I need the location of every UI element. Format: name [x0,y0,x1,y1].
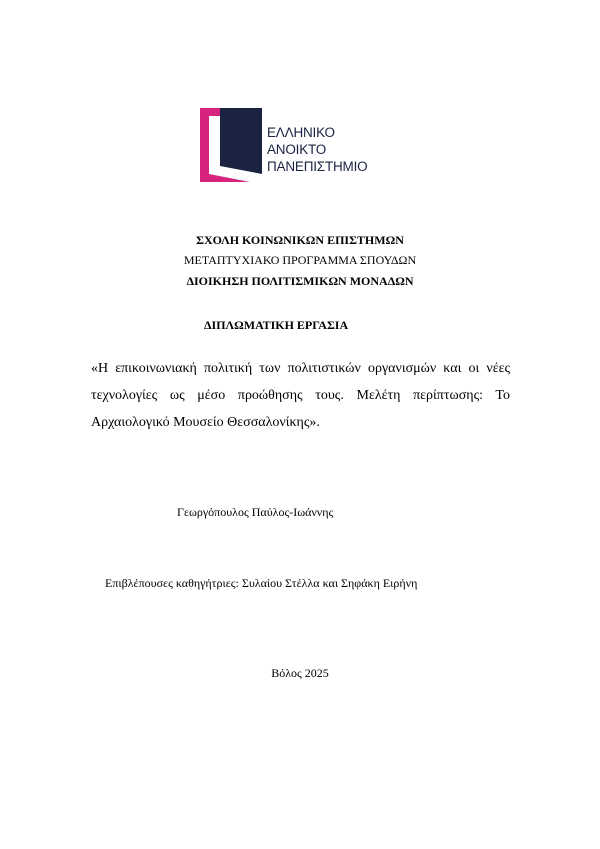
program-name: ΜΕΤΑΠΤΥΧΙΑΚΟ ΠΡΟΓΡΑΜΜΑ ΣΠΟΥΔΩΝ [183,253,417,267]
thesis-title: «Η επικοινωνιακή πολιτική των πολιτιστικών οργανισμών και οι νέες τεχνολογίες ως μέσο προώθησης τους. Μελέτη περίπτωσης: Το Αρχαιολογικό Μουσείο Θεσσαλονίκης». [91,361,510,430]
document-type: ΔΙΠΛΩΜΑΤΙΚΗ ΕΡΓΑΣΙΑ [204,318,349,332]
specialization-name: ΔΙΟΙΚΗΣΗ ΠΟΛΙΤΙΣΜΙΚΩΝ ΜΟΝΑΔΩΝ [186,274,414,288]
supervisors: Επιβλέπουσες καθηγήτριες: Συλαίου Στέλλα και Σηφάκη Ειρήνη [105,576,418,590]
logo-line-2: ΑΝΟΙΚΤΟ [267,142,327,157]
logo-line-3: ΠΑΝΕΠΙΣΤΗΜΙΟ [267,159,368,174]
author-name: Γεωργόπουλος Παύλος-Ιωάννης [177,505,334,519]
logo-wordmark [267,124,367,175]
university-logo [200,108,375,182]
place-date: Βόλος 2025 [271,666,329,680]
logo-line-1: ΕΛΛΗΝΙΚΟ [267,125,335,140]
school-name: ΣΧΟΛΗ ΚΟΙΝΩΝΙΚΩΝ ΕΠΙΣΤΗΜΩΝ [196,233,404,247]
university-emblem-icon [200,108,264,182]
